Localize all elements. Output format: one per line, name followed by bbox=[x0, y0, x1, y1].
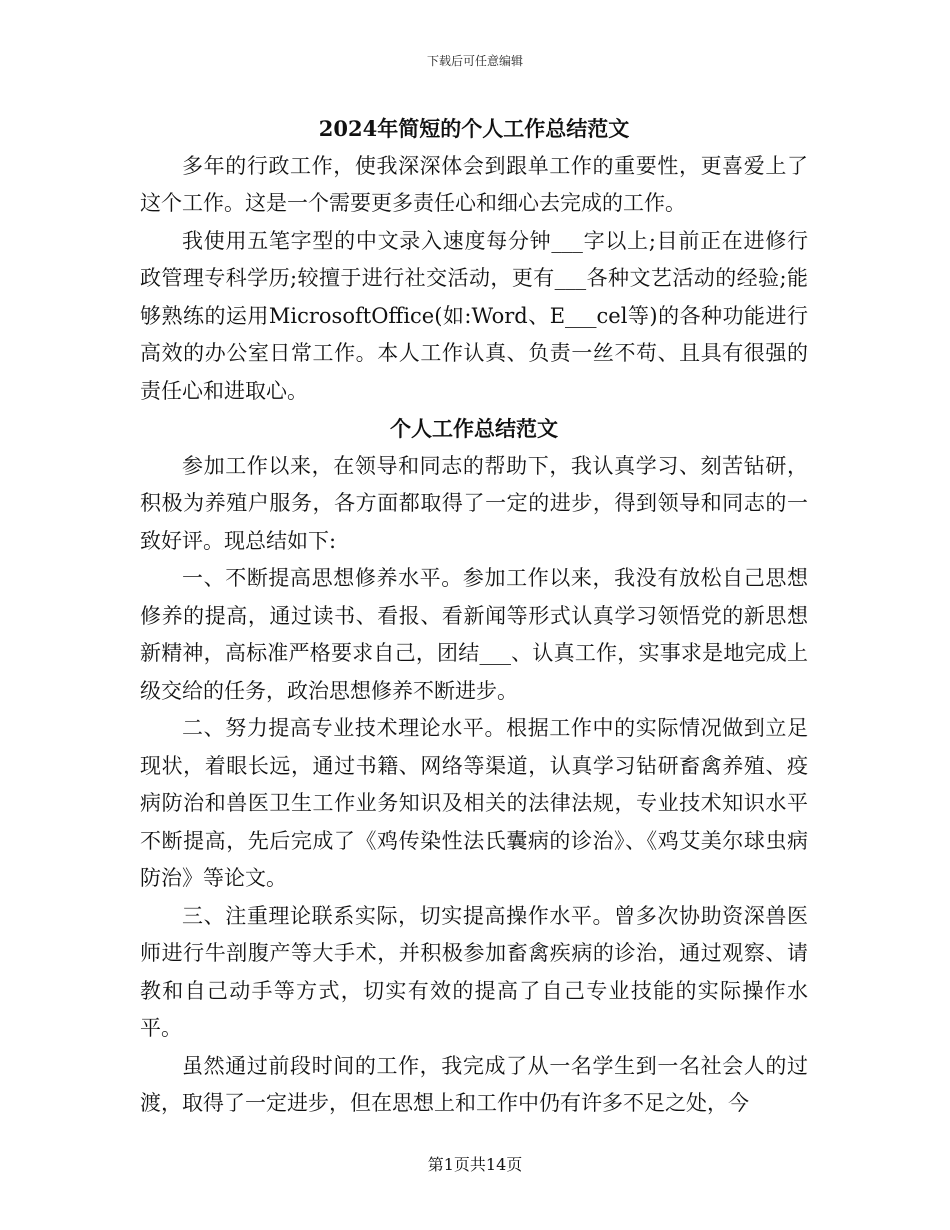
document-title: 2024年简短的个人工作总结范文 bbox=[318, 116, 630, 141]
section-title: 个人工作总结范文 bbox=[390, 416, 558, 441]
paragraph: 虽然通过前段时间的工作，我完成了从一名学生到一名社会人的过渡，取得了一定进步，但在思想上和工作中仍有许多不足之处，今 bbox=[140, 1053, 808, 1115]
paragraph: 三、注重理论联系实际，切实提高操作水平。曾多次协助资深兽医师进行牛剖腹产等大手术，并积极参加畜禽疾病的诊治，通过观察、请教和自己动手等方式，切实有效的提高了自己专业技能的实际操作水平。 bbox=[140, 903, 808, 1040]
paragraph: 多年的行政工作，使我深深体会到跟单工作的重要性，更喜爱上了这个工作。这是一个需要更多责任心和细心去完成的工作。 bbox=[140, 153, 808, 215]
paragraph: 我使用五笔字型的中文录入速度每分钟___字以上;目前正在进修行政管理专科学历;较擅于进行社交活动，更有___各种文艺活动的经验;能够熟练的运用MicrosoftOffice(如:Word、E___cel等)的各种功能进行高效的办公室日常工作。本人工作认真、负责一丝不苟、且具有很强的责任心和进取心。 bbox=[140, 228, 808, 403]
paragraph: 一、不断提高思想修养水平。参加工作以来，我没有放松自己思想修养的提高，通过读书、看报、看新闻等形式认真学习领悟党的新思想新精神，高标准严格要求自己，团结___、认真工作，实事求是地完成上级交给的任务，政治思想修养不断进步。 bbox=[140, 566, 808, 703]
paragraph: 参加工作以来，在领导和同志的帮助下，我认真学习、刻苦钻研，积极为养殖户服务，各方面都取得了一定的进步，得到领导和同志的一致好评。现总结如下: bbox=[140, 453, 808, 553]
page-number: 第1页共14页 bbox=[427, 1155, 523, 1174]
paragraph: 二、努力提高专业技术理论水平。根据工作中的实际情况做到立足现状，着眼长远，通过书籍、网络等渠道，认真学习钻研畜禽养殖、疫病防治和兽医卫生工作业务知识及相关的法律法规，专业技术知识水平不断提高，先后完成了《鸡传染性法氏囊病的诊治》、《鸡艾美尔球虫病防治》等论文。 bbox=[140, 716, 808, 890]
header-note: 下载后可任意编辑 bbox=[426, 54, 523, 68]
document-body bbox=[140, 110, 808, 1123]
